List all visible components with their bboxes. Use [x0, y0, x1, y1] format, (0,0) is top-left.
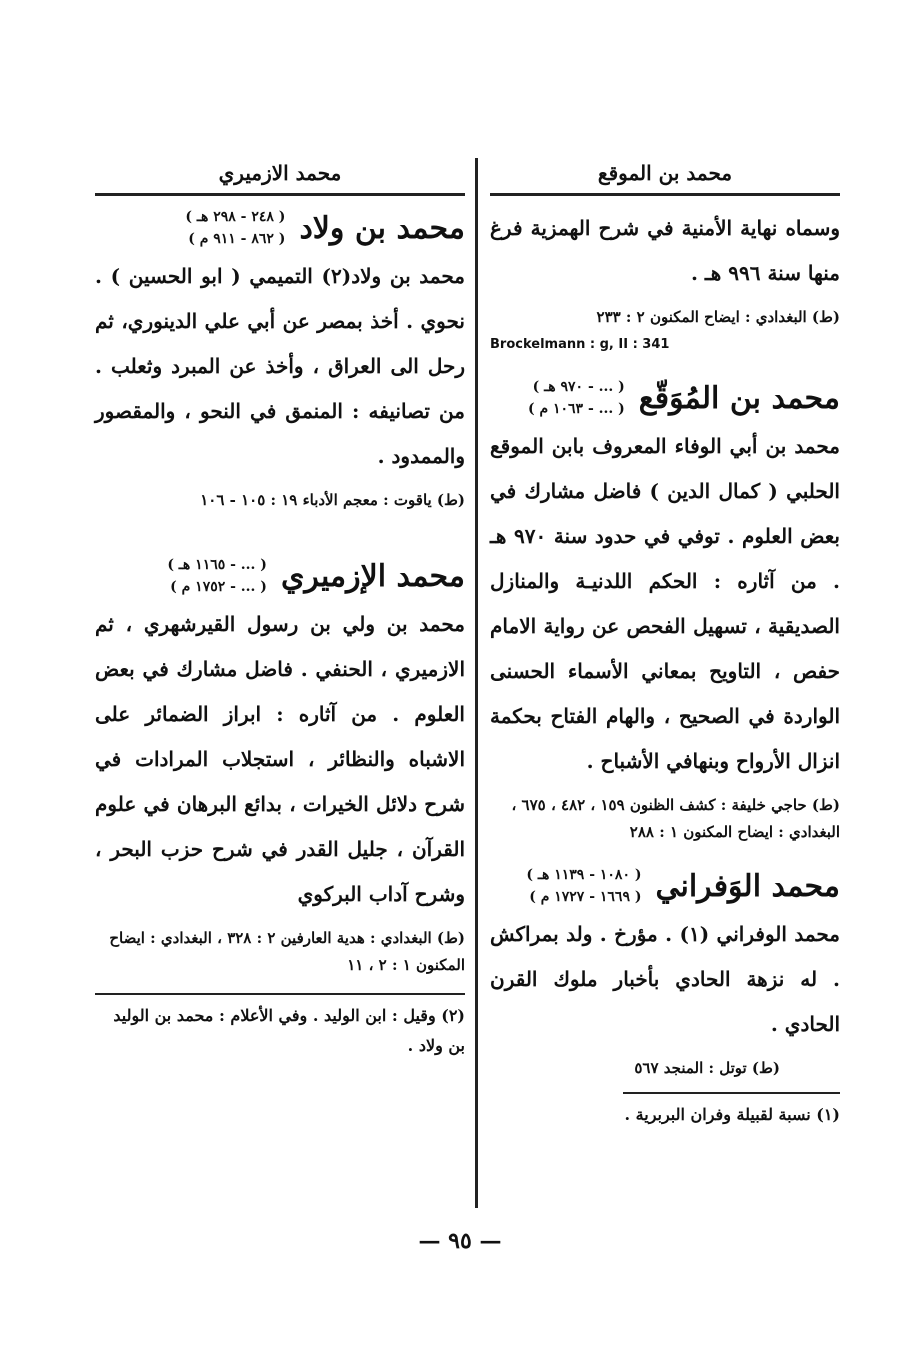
running-header-left: محمد الازميري	[95, 155, 465, 196]
entry-heading	[490, 376, 840, 420]
hijri-dates: ( ٢٤٨ - ٢٩٨ هـ )	[185, 209, 286, 225]
gregorian-dates: ( ١٦٦٩ - ١٧٢٧ م )	[529, 889, 642, 905]
continuation-text: وسماه نهاية الأمنية في شرح الهمزية فرغ منها سنة ٩٩٦ هـ .	[490, 216, 840, 285]
entry-dates	[528, 376, 625, 420]
entry-text: محمد بن أبي الوفاء المعروف بابن الموقع الحلبي ( كمال الدين ) فاضل مشارك في بعض العلوم . توفي في حدود سنة ٩٧٠ هـ . من آثاره : الحكم اللدنيـة والمنازل الصديقية ، تسهيل الفحص عن رواية الامام حفص ، التاويح بمعاني الأسماء الحسنى الواردة في الصحيح ، والهام الفتاح بحكمة انزال الأرواح وبنهافي الأشباح .	[490, 434, 840, 773]
running-header-right: محمد بن الموقع	[490, 155, 840, 196]
continuation-reference-latin: Brockelmann : g, II : 341	[490, 337, 670, 352]
entry-heading	[490, 864, 840, 908]
entry-name: محمد الإزميري	[280, 558, 465, 594]
hijri-dates: ( ١٠٨٠ - ١١٣٩ هـ )	[526, 867, 642, 883]
continuation-reference: (ط) البغدادي : ايضاح المكنون ٢ : ٢٣٣	[596, 308, 840, 326]
entry-reference: (ط) حاجي خليفة : كشف الظنون ١٥٩ ، ٤٨٢ ، ٦٧٥ ، البغدادي : ايضاح المكنون ١ : ٢٨٨	[511, 796, 840, 841]
gregorian-dates: ( ... - ١٧٥٢ م )	[170, 579, 267, 595]
entry-name: محمد بن المُوَقّع	[638, 380, 840, 416]
entry-name: محمد الوَفراني	[655, 868, 840, 904]
hijri-dates: ( ... - ٩٧٠ هـ )	[532, 379, 625, 395]
left-column	[95, 155, 465, 1061]
entry-reference: (ط) ياقوت : معجم الأدباء ١٩ : ١٠٥ - ١٠٦	[200, 491, 465, 509]
footnote-rule	[95, 993, 465, 995]
entry-reference: (ط) توتل : المنجد ٥٦٧	[634, 1059, 780, 1077]
footnote-rule	[623, 1092, 840, 1094]
entry-dates	[526, 864, 641, 908]
entry-text: محمد الوفراني (١) . مؤرخ . ولد بمراكش . له نزهة الحادي بأخبار ملوك القرن الحادي .	[490, 922, 840, 1036]
entry-dates	[185, 206, 285, 250]
entry-heading	[95, 554, 465, 598]
footnote: (٢) وقيل : ابن الوليد . وفي الأعلام : محمد بن الوليد بن ولاد .	[113, 1006, 465, 1055]
footnote: (١) نسبة لقبيلة وفران البربرية .	[624, 1105, 840, 1124]
entry-heading	[95, 206, 465, 250]
gregorian-dates: ( ... - ١٠٦٣ م )	[527, 401, 625, 417]
entry-dates	[167, 554, 267, 598]
entry-text: محمد بن ولي بن رسول القيرشهري ، ثم الازميري ، الحنفي . فاضل مشارك في بعض العلوم . من آثاره : ابراز الضمائر على الاشباه والنظائر ، استجلاب المرادات في شرح دلائل الخيرات ، بدائع البرهان في علوم القرآن ، جليل القدر في شرح حزب البحر ، وشرح آداب البركوي	[95, 612, 465, 906]
column-divider	[475, 158, 478, 1208]
hijri-dates: ( ... - ١١٦٥ هـ )	[167, 557, 267, 573]
right-column	[490, 155, 840, 1130]
gregorian-dates: ( ٨٦٢ - ٩١١ م )	[188, 231, 286, 247]
entry-name: محمد بن ولاد	[299, 210, 465, 246]
entry-text: محمد بن ولاد(٢) التميمي ( ابو الحسين ) . نحوي . أخذ بمصر عن أبي علي الدينوري، ثم رحل الى العراق ، وأخذ عن المبرد وثعلب . من تصانيفه : المنمق في النحو ، والمقصور والممدود .	[95, 264, 465, 468]
page-number: — ٩٥ —	[418, 1228, 502, 1254]
entry-reference: (ط) البغدادي : هدية العارفين ٢ : ٣٢٨ ، البغدادي : ايضاح المكنون ١ : ٢ ، ١١	[109, 929, 465, 974]
